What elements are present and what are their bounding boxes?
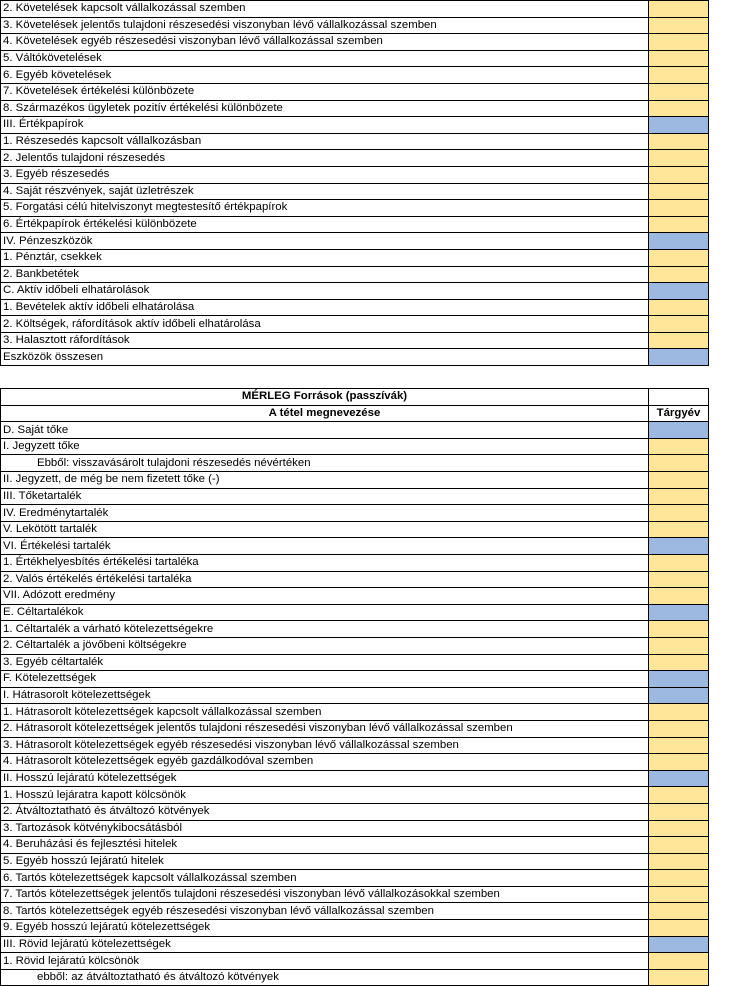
table-row: [1, 50, 709, 67]
row-label: 2. Jelentős tulajdoni részesedés: [1, 150, 649, 167]
row-label: 1. Részesedés kapcsolt vállalkozásban: [1, 133, 649, 150]
table-row: [1, 233, 709, 250]
sum-cell[interactable]: [649, 671, 709, 688]
sum-cell[interactable]: [649, 117, 709, 134]
row-label: D. Saját tőke: [1, 422, 649, 439]
row-label: 3. Egyéb részesedés: [1, 166, 649, 183]
sum-cell[interactable]: [649, 283, 709, 300]
table-row: [1, 166, 709, 183]
sum-cell[interactable]: [649, 936, 709, 953]
sum-cell[interactable]: [649, 349, 709, 366]
input-cell[interactable]: [649, 249, 709, 266]
table-row: [1, 704, 709, 721]
input-cell[interactable]: [649, 200, 709, 217]
row-label: II. Jegyzett, de még be nem fizetett tőke (-): [1, 472, 649, 489]
input-cell[interactable]: [649, 654, 709, 671]
row-label: VI. Értékelési tartalék: [1, 538, 649, 555]
table-row: [1, 637, 709, 654]
input-cell[interactable]: [649, 1, 709, 18]
table-row: [1, 870, 709, 887]
input-cell[interactable]: [649, 637, 709, 654]
table-row: [1, 853, 709, 870]
table-row: [1, 787, 709, 804]
table-row: [1, 521, 709, 538]
row-label: 6. Értékpapírok értékelési különbözete: [1, 216, 649, 233]
table-row: [1, 621, 709, 638]
row-label: 6. Tartós kötelezettségek kapcsolt vállalkozással szemben: [1, 870, 649, 887]
input-cell[interactable]: [649, 216, 709, 233]
row-label: 2. Hátrasorolt kötelezettségek jelentős tulajdoni részesedési viszonyban lévő vállalkozással szemben: [1, 720, 649, 737]
table-row: [1, 422, 709, 439]
table-row: [1, 770, 709, 787]
row-label: III. Tőketartalék: [1, 488, 649, 505]
sum-cell[interactable]: [649, 422, 709, 439]
table-row: [1, 200, 709, 217]
table-row: [1, 183, 709, 200]
table-row: [1, 283, 709, 300]
input-cell[interactable]: [649, 886, 709, 903]
input-cell[interactable]: [649, 969, 709, 986]
row-label: 1. Hosszú lejáratra kapott kölcsönök: [1, 787, 649, 804]
sum-cell[interactable]: [649, 604, 709, 621]
table-row: [1, 17, 709, 34]
row-label: 5. Egyéb hosszú lejáratú hitelek: [1, 853, 649, 870]
input-cell[interactable]: [649, 67, 709, 84]
liabilities-table: [0, 388, 709, 986]
table-row: [1, 332, 709, 349]
row-label: III. Értékpapírok: [1, 117, 649, 134]
input-cell[interactable]: [649, 166, 709, 183]
row-label: 1. Értékhelyesbítés értékelési tartaléka: [1, 555, 649, 572]
table-row: [1, 687, 709, 704]
input-cell[interactable]: [649, 316, 709, 333]
table-row: [1, 837, 709, 854]
row-label: 4. Hátrasorolt kötelezettségek egyéb gazdálkodóval szemben: [1, 754, 649, 771]
input-cell[interactable]: [649, 787, 709, 804]
table-row: [1, 754, 709, 771]
table-row: [1, 488, 709, 505]
row-label: V. Lekötött tartalék: [1, 521, 649, 538]
row-label: 1. Bevételek aktív időbeli elhatárolása: [1, 299, 649, 316]
table-row: [1, 266, 709, 283]
table-row: [1, 737, 709, 754]
row-label: 8. Tartós kötelezettségek egyéb részesedési viszonyban lévő vállalkozással szemben: [1, 903, 649, 920]
input-cell[interactable]: [649, 488, 709, 505]
table-row: [1, 820, 709, 837]
input-cell[interactable]: [649, 555, 709, 572]
liabilities-title-row: [1, 389, 709, 406]
table-row: [1, 538, 709, 555]
table-row: [1, 150, 709, 167]
table-row: [1, 83, 709, 100]
table-row: [1, 720, 709, 737]
input-cell[interactable]: [649, 455, 709, 472]
input-cell[interactable]: [649, 266, 709, 283]
table-row: [1, 903, 709, 920]
input-cell[interactable]: [649, 853, 709, 870]
table-row: [1, 438, 709, 455]
sum-cell[interactable]: [649, 233, 709, 250]
column-header-row: [1, 405, 709, 422]
input-cell[interactable]: [649, 17, 709, 34]
liabilities-title: MÉRLEG Források (passzívák): [1, 389, 649, 406]
row-label: C. Aktív időbeli elhatárolások: [1, 283, 649, 300]
row-label: Eszközök összesen: [1, 349, 649, 366]
row-label: 7. Tartós kötelezettségek jelentős tulajdoni részesedési viszonyban lévő vállalkozásokkal szemben: [1, 886, 649, 903]
table-row: [1, 588, 709, 605]
input-cell[interactable]: [649, 720, 709, 737]
row-label: 2. Költségek, ráfordítások aktív időbeli elhatárolása: [1, 316, 649, 333]
row-label: 3. Hátrasorolt kötelezettségek egyéb részesedési viszonyban lévő vállalkozással szemben: [1, 737, 649, 754]
input-cell[interactable]: [649, 903, 709, 920]
table-row: [1, 920, 709, 937]
input-cell[interactable]: [649, 837, 709, 854]
row-label: 5. Váltókövetelések: [1, 50, 649, 67]
input-cell[interactable]: [649, 183, 709, 200]
row-label: I. Hátrasorolt kötelezettségek: [1, 687, 649, 704]
title-blank-cell: [649, 389, 709, 406]
row-label: II. Hosszú lejáratú kötelezettségek: [1, 770, 649, 787]
input-cell[interactable]: [649, 737, 709, 754]
row-label: 2. Átváltoztatható és átváltozó kötvények: [1, 803, 649, 820]
row-label: 6. Egyéb követelések: [1, 67, 649, 84]
row-label: 2. Bankbetétek: [1, 266, 649, 283]
row-label: 2. Céltartalék a jövőbeni költségekre: [1, 637, 649, 654]
input-cell[interactable]: [649, 754, 709, 771]
input-cell[interactable]: [649, 803, 709, 820]
table-row: [1, 299, 709, 316]
row-label: 3. Halasztott ráfordítások: [1, 332, 649, 349]
table-row: [1, 969, 709, 986]
input-cell[interactable]: [649, 472, 709, 489]
row-label: 5. Forgatási célú hitelviszonyt megtestesítő értékpapírok: [1, 200, 649, 217]
table-row: [1, 571, 709, 588]
table-row: [1, 472, 709, 489]
row-label: E. Céltartalékok: [1, 604, 649, 621]
row-label: ebből: az átváltoztatható és átváltozó kötvények: [1, 969, 649, 986]
table-row: [1, 886, 709, 903]
row-label: Ebből: visszavásárolt tulajdoni részesedés névértéken: [1, 455, 649, 472]
table-row: [1, 671, 709, 688]
input-cell[interactable]: [649, 920, 709, 937]
input-cell[interactable]: [649, 150, 709, 167]
table-row: [1, 216, 709, 233]
input-cell[interactable]: [649, 820, 709, 837]
table-row: [1, 67, 709, 84]
input-cell[interactable]: [649, 588, 709, 605]
input-cell[interactable]: [649, 505, 709, 522]
row-label: F. Kötelezettségek: [1, 671, 649, 688]
row-label: 4. Beruházási és fejlesztési hitelek: [1, 837, 649, 854]
input-cell[interactable]: [649, 571, 709, 588]
row-label: 3. Követelések jelentős tulajdoni részesedési viszonyban lévő vállalkozással szemben: [1, 17, 649, 34]
row-label: IV. Eredménytartalék: [1, 505, 649, 522]
sum-cell[interactable]: [649, 770, 709, 787]
input-cell[interactable]: [649, 870, 709, 887]
table-row: [1, 604, 709, 621]
row-label: 8. Származékos ügyletek pozitív értékelési különbözete: [1, 100, 649, 117]
input-cell[interactable]: [649, 133, 709, 150]
row-label: 1. Pénztár, csekkek: [1, 249, 649, 266]
input-cell[interactable]: [649, 621, 709, 638]
table-row: [1, 936, 709, 953]
sum-cell[interactable]: [649, 687, 709, 704]
input-cell[interactable]: [649, 521, 709, 538]
table-row: [1, 505, 709, 522]
row-label: I. Jegyzett tőke: [1, 438, 649, 455]
row-label: III. Rövid lejáratú kötelezettségek: [1, 936, 649, 953]
table-row: [1, 133, 709, 150]
sum-cell[interactable]: [649, 538, 709, 555]
row-label: 1. Céltartalék a várható kötelezettségekre: [1, 621, 649, 638]
row-label: IV. Pénzeszközök: [1, 233, 649, 250]
row-label: 4. Követelések egyéb részesedési viszonyban lévő vállalkozással szemben: [1, 34, 649, 51]
input-cell[interactable]: [649, 438, 709, 455]
row-label: 2. Követelések kapcsolt vállalkozással szemben: [1, 1, 649, 18]
column-header-name: A tétel megnevezése: [1, 405, 649, 422]
input-cell[interactable]: [649, 953, 709, 970]
table-row: [1, 803, 709, 820]
row-label: 2. Valós értékelés értékelési tartaléka: [1, 571, 649, 588]
row-label: VII. Adózott eredmény: [1, 588, 649, 605]
table-row: [1, 100, 709, 117]
table-row: [1, 117, 709, 134]
table-row: [1, 654, 709, 671]
table-row: [1, 455, 709, 472]
input-cell[interactable]: [649, 100, 709, 117]
row-label: 1. Rövid lejáratú kölcsönök: [1, 953, 649, 970]
row-label: 4. Saját részvények, saját üzletrészek: [1, 183, 649, 200]
table-row: [1, 249, 709, 266]
table-row: [1, 34, 709, 51]
row-label: 3. Tartozások kötvénykibocsátásból: [1, 820, 649, 837]
table-row: [1, 1, 709, 18]
input-cell[interactable]: [649, 83, 709, 100]
input-cell[interactable]: [649, 34, 709, 51]
input-cell[interactable]: [649, 704, 709, 721]
row-label: 7. Követelések értékelési különbözete: [1, 83, 649, 100]
row-label: 3. Egyéb céltartalék: [1, 654, 649, 671]
table-row: [1, 555, 709, 572]
assets-table: [0, 0, 709, 366]
input-cell[interactable]: [649, 50, 709, 67]
column-header-year: Tárgyév: [649, 405, 709, 422]
input-cell[interactable]: [649, 299, 709, 316]
table-row: [1, 953, 709, 970]
input-cell[interactable]: [649, 332, 709, 349]
section-gap: [0, 366, 729, 388]
table-row: [1, 316, 709, 333]
table-row: [1, 349, 709, 366]
row-label: 1. Hátrasorolt kötelezettségek kapcsolt vállalkozással szemben: [1, 704, 649, 721]
row-label: 9. Egyéb hosszú lejáratú kötelezettségek: [1, 920, 649, 937]
